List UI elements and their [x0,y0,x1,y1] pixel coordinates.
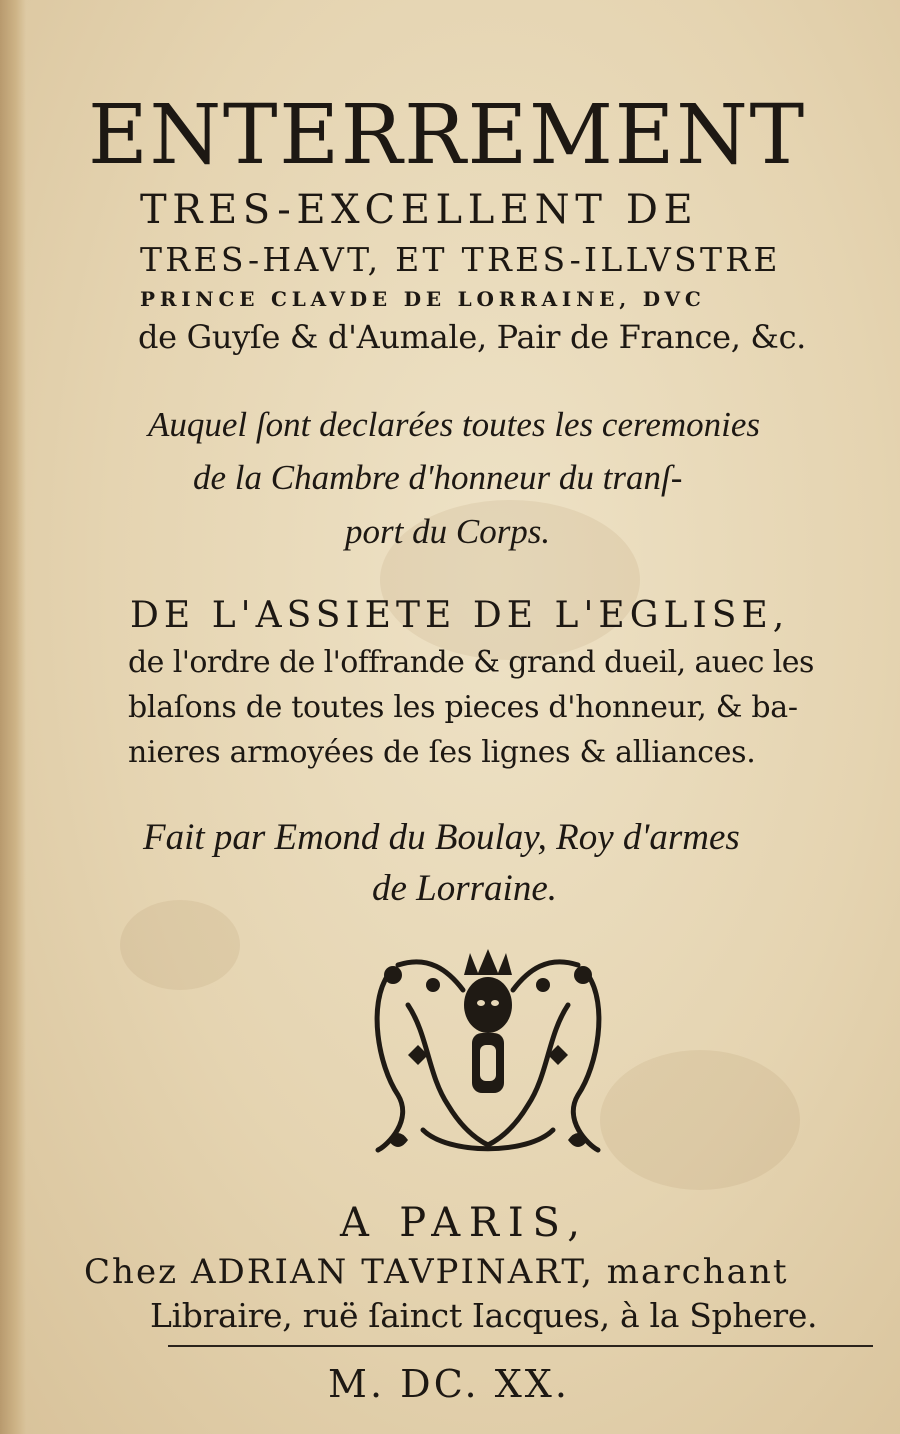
page-spine-shadow [0,0,26,1434]
section-heading: DE L'ASSIETE DE L'EGLISE, [130,595,790,636]
description-line-3: port du Corps. [345,512,551,551]
printers-device-ornament-icon [368,945,608,1160]
paper-stain [600,1050,800,1190]
subtitle-line-3: PRINCE CLAVDE DE LORRAINE, DVC [140,287,706,311]
author-line-2: de Lorraine. [372,868,557,909]
section-line-4: nieres armoyées de ſes lignes & alliances. [128,735,756,770]
publication-date: M. DC. XX. [328,1362,570,1406]
section-line-2: de l'ordre de l'offrande & grand dueil, auec les [128,645,814,680]
description-line-1: Auquel ſont declarées toutes les ceremonies [148,405,761,444]
imprint-address: Libraire, ruë ſainct Iacques, à la Sphere. [150,1296,818,1335]
imprint-city: A PARIS, [340,1200,589,1246]
imprint-publisher: Chez ADRIAN TAVPINART, marchant [84,1252,789,1292]
subtitle-line-1: TRES-EXCELLENT DE [140,187,699,233]
paper-stain [120,900,240,990]
imprint-rule-divider [168,1345,873,1347]
heading: ENTERREMENT [88,88,806,183]
description-line-2: de la Chambre d'honneur du tranſ- [193,458,683,497]
section-line-3: blaſons de toutes les pieces d'honneur, & ba- [128,690,798,725]
author-line-1: Fait par Emond du Boulay, Roy d'armes [143,817,740,858]
subtitle-line-4: de Guyſe & d'Aumale, Pair de France, &c. [138,318,807,356]
subtitle-line-2: TRES-HAVT, ET TRES-ILLVSTRE [140,240,781,279]
